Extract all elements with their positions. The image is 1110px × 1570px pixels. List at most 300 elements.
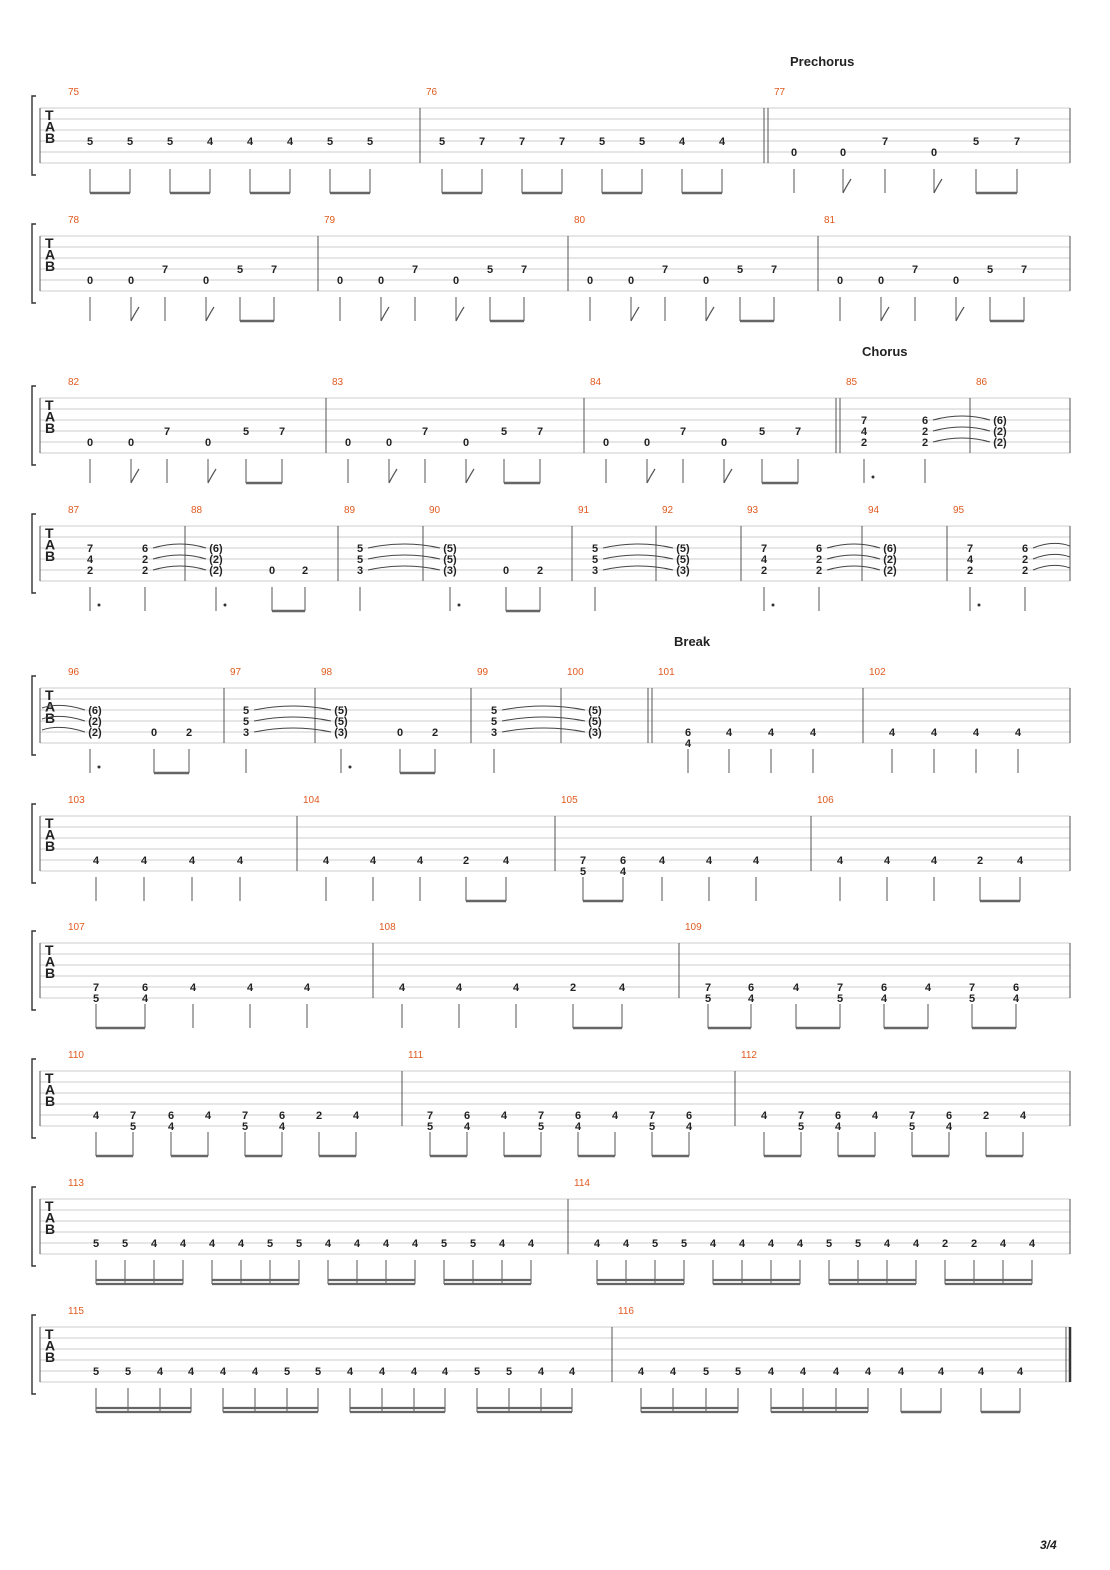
fret-number: 7 [648,1110,656,1122]
fret-number: (6) [209,543,223,555]
tie-arc [827,555,880,559]
fret-number: 4 [187,1366,195,1378]
note-flag [647,469,655,483]
fret-number: 7 [679,426,687,438]
fret-number: 5 [129,1121,137,1133]
fret-number: (3) [334,727,348,739]
tie-arc [42,727,85,732]
measure-number: 113 [68,1178,84,1189]
measure-number: 84 [590,377,602,388]
tie-arc [502,717,585,721]
tab-clef-letter: B [45,1349,56,1365]
measure-number: 112 [741,1050,757,1061]
fret-number: 5 [295,1238,303,1250]
fret-number: 6 [921,415,929,427]
fret-number: (2) [209,565,223,577]
fret-number: 0 [268,565,276,577]
fret-number: 2 [536,565,544,577]
tie-arc [933,416,990,420]
tab-clef-letter: T [45,687,54,703]
fret-number: 6 [619,855,627,867]
fret-number: 6 [747,982,755,994]
fret-number: 4 [705,855,713,867]
fret-number: 7 [908,1110,916,1122]
fret-number: 3 [490,727,498,739]
fret-number: 7 [579,855,587,867]
fret-number: 4 [977,1366,985,1378]
fret-number: 5 [124,1366,132,1378]
fret-number: (5) [334,716,348,728]
fret-number: 4 [593,1238,601,1250]
tie-arc [502,706,585,710]
note-flag [843,179,851,193]
fret-number: 4 [236,855,244,867]
fret-number: 4 [972,727,980,739]
tab-clef-letter: T [45,107,54,123]
fret-number: 7 [968,982,976,994]
fret-number: 4 [512,982,520,994]
fret-number: 2 [941,1238,949,1250]
tie-arc [603,544,673,548]
fret-number: 4 [398,982,406,994]
measure-number: 80 [574,215,586,226]
fret-number: 4 [767,1366,775,1378]
fret-number: 4 [574,1121,582,1133]
fret-number: 7 [1020,264,1028,276]
fret-number: 4 [208,1238,216,1250]
fret-number: 7 [241,1110,249,1122]
fret-number: (5) [588,716,602,728]
measure-number: 87 [68,505,80,516]
fret-number: 4 [678,136,686,148]
fret-number: 5 [968,993,976,1005]
fret-number: 2 [569,982,577,994]
fret-number: 7 [1013,136,1021,148]
tie-arc [368,566,440,570]
fret-number: (6) [993,415,1007,427]
system-bracket [32,386,36,465]
fret-number: 5 [986,264,994,276]
fret-number: 4 [747,993,755,1005]
tab-clef-letter: T [45,525,54,541]
measure-number: 101 [658,667,675,678]
fret-number: 2 [815,565,823,577]
fret-number: 4 [378,1366,386,1378]
fret-number: 3 [591,565,599,577]
fret-number: 5 [598,136,606,148]
measure-number: 114 [574,1178,590,1189]
fret-number: 7 [161,264,169,276]
measure-number: 110 [68,1050,84,1061]
fret-number: (5) [334,705,348,717]
measure-number: 79 [324,215,336,226]
tab-clef-letter: A [45,1081,56,1098]
fret-number: 4 [527,1238,535,1250]
section-label: Chorus [862,344,908,359]
fret-number: 4 [738,1238,746,1250]
fret-number: 4 [760,1110,768,1122]
fret-number: 2 [1021,565,1029,577]
fret-number: 4 [930,727,938,739]
fret-number: 0 [836,275,844,287]
fret-number: 5 [356,554,364,566]
fret-number: 5 [126,136,134,148]
fret-number: 4 [179,1238,187,1250]
fret-number: 4 [685,1121,693,1133]
fret-number: 5 [638,136,646,148]
tab-clef-letter: B [45,1093,56,1109]
measure-number: 78 [68,215,80,226]
fret-number: (6) [883,543,897,555]
measure-number: 89 [344,505,356,516]
system-bracket [32,931,36,1010]
fret-number: 6 [684,727,692,739]
measure-number: 108 [379,922,396,933]
measure-number: 75 [68,87,80,98]
fret-number: 7 [270,264,278,276]
fret-number: 4 [611,1110,619,1122]
fret-number: 5 [505,1366,513,1378]
fret-number: (2) [993,437,1007,449]
fret-number: 0 [790,147,798,159]
system-bracket [32,514,36,593]
fret-number: 4 [860,426,868,438]
fret-number: 3 [242,727,250,739]
fret-number: 5 [500,426,508,438]
fret-number: 0 [502,565,510,577]
tab-clef-letter: T [45,942,54,958]
fret-number: 5 [236,264,244,276]
tab-clef-letter: B [45,710,56,726]
system-bracket [32,1059,36,1138]
fret-number: 0 [150,727,158,739]
tab-clef-letter: T [45,1326,54,1342]
fret-number: 5 [758,426,766,438]
fret-number: 4 [658,855,666,867]
fret-number: 6 [815,543,823,555]
note-flag [456,307,464,321]
fret-number: 4 [930,855,938,867]
fret-number: 7 [911,264,919,276]
fret-number: 5 [242,426,250,438]
fret-number: (2) [209,554,223,566]
note-flag [131,307,139,321]
fret-number: 4 [188,855,196,867]
tab-clef-letter: B [45,130,56,146]
rhythm-dot [772,604,775,607]
fret-number: 4 [150,1238,158,1250]
tab-clef-letter: B [45,838,56,854]
fret-number: 4 [206,136,214,148]
fret-number: 4 [246,136,254,148]
fret-number: 2 [431,727,439,739]
fret-number: 0 [930,147,938,159]
fret-number: 2 [462,855,470,867]
fret-number: 4 [709,1238,717,1250]
fret-number: 4 [1016,1366,1024,1378]
fret-number: (2) [883,565,897,577]
fret-number: 4 [1016,855,1024,867]
fret-number: 4 [237,1238,245,1250]
fret-number: 4 [1019,1110,1027,1122]
fret-number: 2 [315,1110,323,1122]
fret-number: 5 [490,705,498,717]
note-flag [934,179,942,193]
section-label: Prechorus [790,54,855,69]
fret-number: 5 [166,136,174,148]
fret-number: 5 [680,1238,688,1250]
fret-number: 6 [141,543,149,555]
measure-number: 115 [68,1306,84,1317]
fret-number: 5 [241,1121,249,1133]
fret-number: 7 [92,982,100,994]
fret-number: 0 [127,437,135,449]
fret-number: 4 [346,1366,354,1378]
rhythm-dot [978,604,981,607]
fret-number: 0 [602,437,610,449]
measure-number: 99 [477,667,489,678]
fret-number: 6 [141,982,149,994]
fret-number: 4 [141,993,149,1005]
fret-number: 7 [836,982,844,994]
fret-number: 5 [825,1238,833,1250]
fret-number: 2 [141,554,149,566]
tie-arc [368,555,440,559]
note-flag [208,469,216,483]
fret-number: 5 [797,1121,805,1133]
fret-number: 4 [619,866,627,878]
page-number: 3/4 [1040,1538,1057,1552]
fret-number: 4 [760,554,768,566]
tab-clef-letter: B [45,965,56,981]
fret-number: 4 [410,1366,418,1378]
rhythm-dot [872,476,875,479]
fret-number: 4 [416,855,424,867]
fret-number: 0 [877,275,885,287]
fret-number: 4 [140,855,148,867]
fret-number: 4 [792,982,800,994]
fret-number: 4 [832,1366,840,1378]
fret-number: 4 [864,1366,872,1378]
system-bracket [32,224,36,303]
measure-number: 83 [332,377,344,388]
tab-clef-letter: A [45,1209,56,1226]
fret-number: 4 [718,136,726,148]
fret-number: (6) [88,705,102,717]
tab-clef-letter: A [45,1337,56,1354]
fret-number: 7 [760,543,768,555]
fret-number: 2 [970,1238,978,1250]
section-label: Break [674,634,711,649]
fret-number: 0 [344,437,352,449]
fret-number: 7 [797,1110,805,1122]
tie-arc [153,555,206,559]
system-bracket [32,96,36,175]
fret-number: 0 [627,275,635,287]
fret-number: 4 [1012,993,1020,1005]
fret-number: 2 [1021,554,1029,566]
fret-number: 4 [167,1121,175,1133]
tab-clef-letter: A [45,408,56,425]
fret-number: 0 [452,275,460,287]
fret-number: (2) [88,727,102,739]
fret-number: 4 [752,855,760,867]
fret-number: 5 [972,136,980,148]
fret-number: 4 [156,1366,164,1378]
tie-arc [603,566,673,570]
measure-number: 92 [662,505,674,516]
fret-number: 4 [251,1366,259,1378]
fret-number: 0 [385,437,393,449]
fret-number: 5 [92,1238,100,1250]
fret-number: 4 [796,1238,804,1250]
fret-number: 6 [834,1110,842,1122]
fret-number: 4 [924,982,932,994]
fret-number: (5) [588,705,602,717]
fret-number: 4 [618,982,626,994]
fret-number: 7 [558,136,566,148]
measure-number: 76 [426,87,438,98]
fret-number: 6 [685,1110,693,1122]
fret-number: 2 [921,426,929,438]
fret-number: 0 [127,275,135,287]
tab-clef-letter: B [45,420,56,436]
fret-number: 5 [314,1366,322,1378]
fret-number: 7 [661,264,669,276]
fret-number: 7 [278,426,286,438]
tie-arc [502,728,585,732]
fret-number: 0 [377,275,385,287]
fret-number: 4 [669,1366,677,1378]
fret-number: 6 [278,1110,286,1122]
fret-number: 7 [86,543,94,555]
fret-number: 4 [303,982,311,994]
fret-number: 5 [356,543,364,555]
system-bracket [32,804,36,883]
fret-number: 4 [204,1110,212,1122]
fret-number: 4 [1028,1238,1036,1250]
fret-number: 7 [881,136,889,148]
rhythm-dot [98,766,101,769]
fret-number: 4 [767,1238,775,1250]
fret-number: 2 [860,437,868,449]
fret-number: 6 [945,1110,953,1122]
fret-number: 4 [463,1121,471,1133]
fret-number: 4 [883,855,891,867]
fret-number: (3) [676,565,690,577]
fret-number: 6 [880,982,888,994]
tie-arc [254,728,331,732]
tie-arc [933,438,990,442]
fret-number: 0 [204,437,212,449]
fret-number: 5 [426,1121,434,1133]
measure-number: 105 [561,795,578,806]
fret-number: 3 [356,565,364,577]
fret-number: 4 [1014,727,1022,739]
fret-number: 0 [586,275,594,287]
tab-clef-letter: A [45,698,56,715]
system-bracket [32,1315,36,1394]
fret-number: 5 [266,1238,274,1250]
tab-clef-letter: T [45,1070,54,1086]
measure-number: 93 [747,505,759,516]
measure-number: 88 [191,505,203,516]
measure-number: 103 [68,795,85,806]
measure-number: 95 [953,505,965,516]
fret-number: 5 [473,1366,481,1378]
fret-number: 7 [860,415,868,427]
fret-number: 5 [438,136,446,148]
fret-number: (5) [676,543,690,555]
fret-number: 7 [518,136,526,148]
fret-number: 0 [396,727,404,739]
fret-number: 5 [854,1238,862,1250]
fret-number: 5 [908,1121,916,1133]
fret-number: 7 [794,426,802,438]
fret-number: 5 [283,1366,291,1378]
fret-number: 4 [637,1366,645,1378]
fret-number: (5) [676,554,690,566]
fret-number: 5 [591,543,599,555]
measure-number: 106 [817,795,834,806]
fret-number: 4 [836,855,844,867]
fret-number: 5 [469,1238,477,1250]
rhythm-dot [458,604,461,607]
measure-number: 77 [774,87,786,98]
fret-number: 4 [286,136,294,148]
fret-number: 4 [353,1238,361,1250]
fret-number: 0 [643,437,651,449]
fret-number: 4 [278,1121,286,1133]
fret-number: 4 [999,1238,1007,1250]
note-flag [706,307,714,321]
measure-number: 116 [618,1306,634,1317]
measure-number: 109 [685,922,702,933]
tab-clef-letter: A [45,826,56,843]
fret-number: 5 [704,993,712,1005]
fret-number: 4 [880,993,888,1005]
fret-number: 0 [720,437,728,449]
fret-number: 5 [579,866,587,878]
fret-number: 7 [704,982,712,994]
fret-number: 5 [121,1238,129,1250]
fret-number: (2) [88,716,102,728]
system-bracket [32,1187,36,1266]
tie-arc [254,706,331,710]
note-flag [131,469,139,483]
fret-number: 0 [202,275,210,287]
fret-number: 4 [809,727,817,739]
fret-number: 0 [839,147,847,159]
measure-number: 82 [68,377,80,388]
rhythm-dot [224,604,227,607]
tie-arc [1033,554,1070,559]
fret-number: 5 [242,705,250,717]
fret-number: 2 [760,565,768,577]
tie-arc [1033,543,1070,548]
rhythm-dot [349,766,352,769]
tab-clef-letter: A [45,953,56,970]
fret-number: 0 [952,275,960,287]
tie-arc [368,544,440,548]
measure-number: 94 [868,505,880,516]
fret-number: 5 [651,1238,659,1250]
fret-number: 6 [463,1110,471,1122]
tab-clef-letter: A [45,536,56,553]
fret-number: 7 [163,426,171,438]
note-flag [724,469,732,483]
fret-number: 4 [622,1238,630,1250]
